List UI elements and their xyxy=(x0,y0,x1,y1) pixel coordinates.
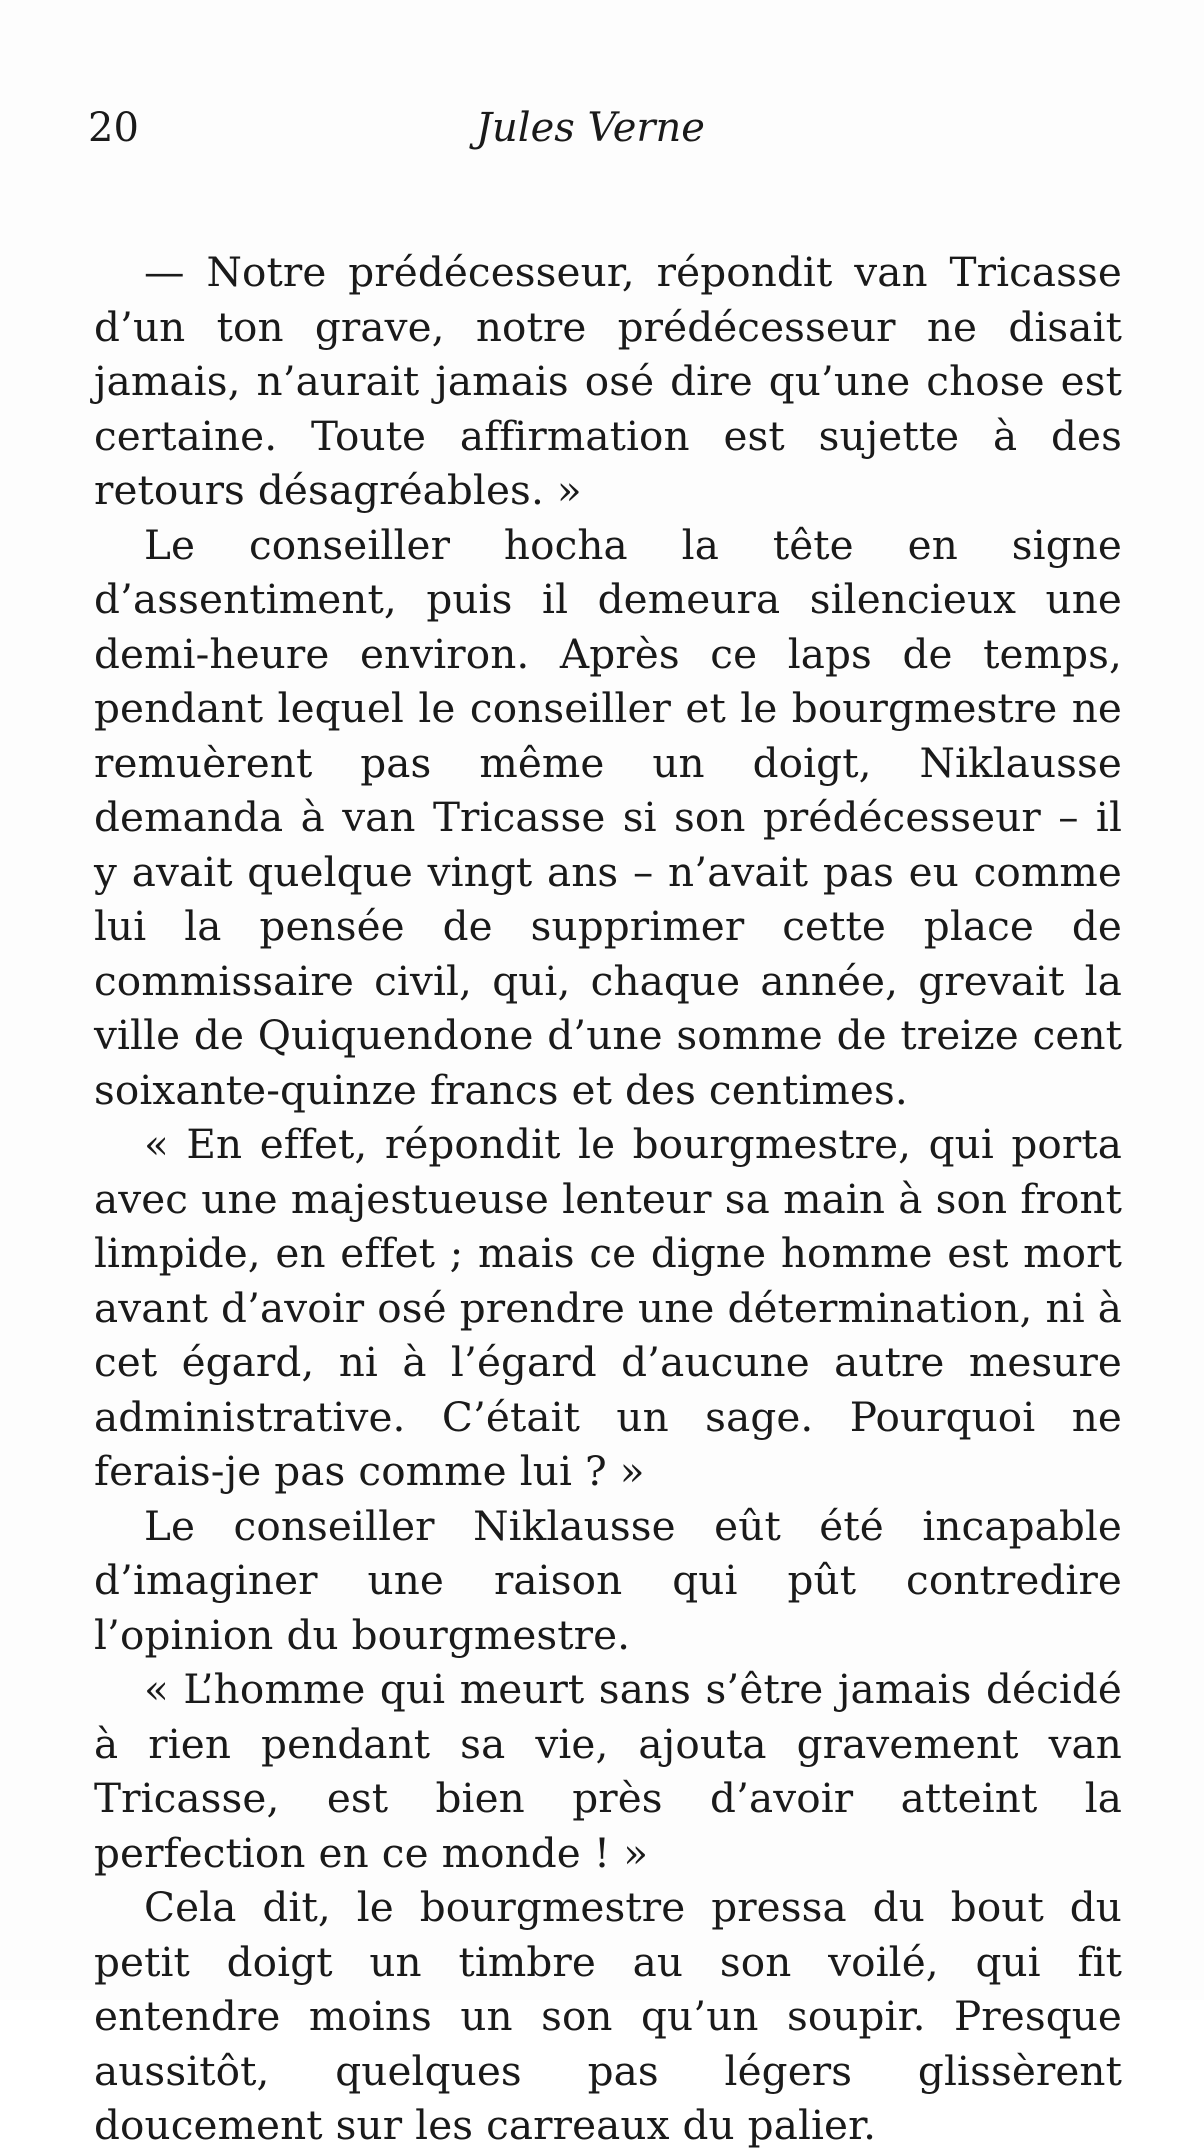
page-number: 20 xyxy=(88,105,139,151)
paragraph-4: Le conseiller Niklausse eût été incapable d’imaginer une raison qui pût contredire l’opinion du bourgmestre. xyxy=(94,1501,1122,1659)
book-author: Jules Verne xyxy=(476,105,705,151)
paragraph-6: Cela dit, le bourgmestre pressa du bout du petit doigt un timbre au son voilé, qui fit entendre moins un son qu’un soupir. Presque aussitôt, quelques pas légers glissèrent doucement sur les carreaux du palier. xyxy=(94,1883,1122,2149)
body-text xyxy=(94,245,1122,2153)
paragraph-5: « L’homme qui meurt sans s’être jamais décidé à rien pendant sa vie, ajouta gravement van Tricasse, est bien près d’avoir atteint la perfection en ce monde ! » xyxy=(94,1665,1122,1877)
paragraph-2: Le conseiller hocha la tête en signe d’assentiment, puis il demeura silencieux une demi-heure environ. Après ce laps de temps, pendant lequel le conseiller et le bourgmestre ne remuèrent pas même un doigt, Niklausse demanda à van Tricasse si son prédécesseur – il y avait quelque vingt ans – n’avait pas eu comme lui la pensée de supprimer cette place de commissaire civil, qui, chaque année, grevait la ville de Quiquendone d’une somme de treize cent soixante-quinze francs et des centimes. xyxy=(94,520,1122,1114)
paragraph-3: « En effet, répondit le bourgmestre, qui porta avec une majestueuse lenteur sa main à son front limpide, en effet ; mais ce digne homme est mort avant d’avoir osé prendre une détermination, ni à cet égard, ni à l’égard d’aucune autre mesure administrative. C’était un sage. Pourquoi ne ferais-je pas comme lui ? » xyxy=(94,1120,1122,1495)
paragraph-1: — Notre prédécesseur, répondit van Tricasse d’un ton grave, notre prédécesseur ne disait jamais, n’aurait jamais osé dire qu’une chose est certaine. Toute affirmation est sujette à des retours désagréables. » xyxy=(94,248,1122,514)
running-head xyxy=(88,98,1120,158)
